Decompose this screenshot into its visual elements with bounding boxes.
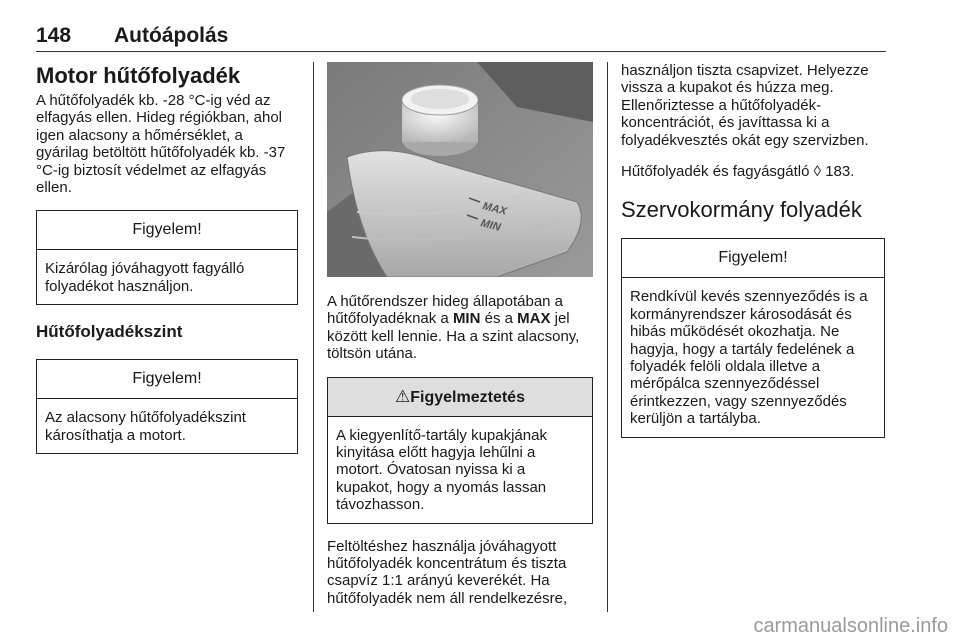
column-divider-left xyxy=(313,62,314,612)
caption-text: jel között kell lennie. Ha a szint alacsony, töltsön utána. xyxy=(327,310,580,363)
column-2 xyxy=(327,62,593,621)
subheading-coolant-level: Hűtőfolyadékszint xyxy=(36,322,183,342)
cross-reference xyxy=(621,163,885,180)
page-header xyxy=(36,24,886,50)
page-title: Autóápolás xyxy=(114,24,229,47)
caption-text: és a xyxy=(480,310,518,328)
column-3 xyxy=(621,62,885,452)
notice-title: Figyelem! xyxy=(37,360,297,399)
notice-text: Az alacsony hűtőfolyadékszint károsíthatja a motort. xyxy=(45,409,246,444)
watermark: carmanualsonline.info xyxy=(753,615,948,637)
page-reference-icon: ◊ xyxy=(813,163,822,181)
notice-text: Kizárólag jóváhagyott fagyálló folyadékot használjon. xyxy=(45,260,245,295)
notice-box-antifreeze xyxy=(36,210,298,305)
coolant-intro: A hűtőfolyadék kb. -28 °C-ig véd az elfagyás ellen. Hideg régiókban, ahol igen alacsony a hőmérséklet, a gyárilag betöltött hűtőfolyadék kb. -37 °C-ig biztosít védelmet az elfagyás ellen. xyxy=(36,92,286,197)
section-heading-coolant: Motor hűtőfolyadék xyxy=(36,63,241,88)
notice-title: Figyelem! xyxy=(622,239,884,278)
header-rule xyxy=(36,51,886,52)
page-number: 148 xyxy=(36,24,72,47)
refill-paragraph: Feltöltéshez használja jóváhagyott hűtőfolyadék koncentrátum és tiszta csapvíz 1:1 arányú keverékét. Ha hűtőfolyadék nem áll rendelkezésre, xyxy=(327,537,568,607)
warning-text: A kiegyenlítő-tartály kupakjának kinyitása előtt hagyja lehűlni a motort. Óvatosan nyissa ki a kupakot, hogy a nyomás lassan távozhasson. xyxy=(336,426,547,514)
warning-title: Figyelmeztetés xyxy=(410,388,525,406)
warning-triangle-icon: ⚠ xyxy=(395,386,411,406)
warning-title-bar xyxy=(328,378,592,417)
caption-min: MIN xyxy=(452,310,481,328)
caption-text: A hűtőrendszer hideg állapotában a hűtőfolyadéknak a xyxy=(327,293,564,328)
coolant-reservoir-photo xyxy=(327,62,593,277)
caption-max: MAX xyxy=(517,310,551,328)
notice-box-low-level xyxy=(36,359,298,454)
column-1 xyxy=(36,62,298,468)
xref-text: Hűtőfolyadék és fagyásgátló xyxy=(621,163,814,181)
column-divider-right xyxy=(607,62,608,612)
notice-text: Rendkívül kevés szennyeződés is a kormányrendszer károsodását és hibás működését okozhatja. Ne hagyja, hogy a tartály fedelének a folyadék felöli oldala illetve a mérőpálca szennyeződéssel érintkezzen, vagy szennyeződés kerüljön a tartályba. xyxy=(630,288,868,428)
xref-page: 183. xyxy=(821,163,855,181)
refill-paragraph-continued: használjon tiszta csapvizet. Helyezze vissza a kupakot és húzza meg. Ellenőriztesse a hűtőfolyadék-koncentrációt, és javíttassa ki a folyadékvesztés okát egy szervizben. xyxy=(621,62,869,149)
notice-title: Figyelem! xyxy=(37,211,297,250)
level-caption xyxy=(327,293,593,363)
min-label: MIN xyxy=(479,217,502,234)
warning-box xyxy=(327,377,593,524)
notice-box-steering xyxy=(621,238,885,437)
section-heading-power-steering: Szervokormány folyadék xyxy=(621,197,862,223)
max-label: MAX xyxy=(481,200,508,218)
